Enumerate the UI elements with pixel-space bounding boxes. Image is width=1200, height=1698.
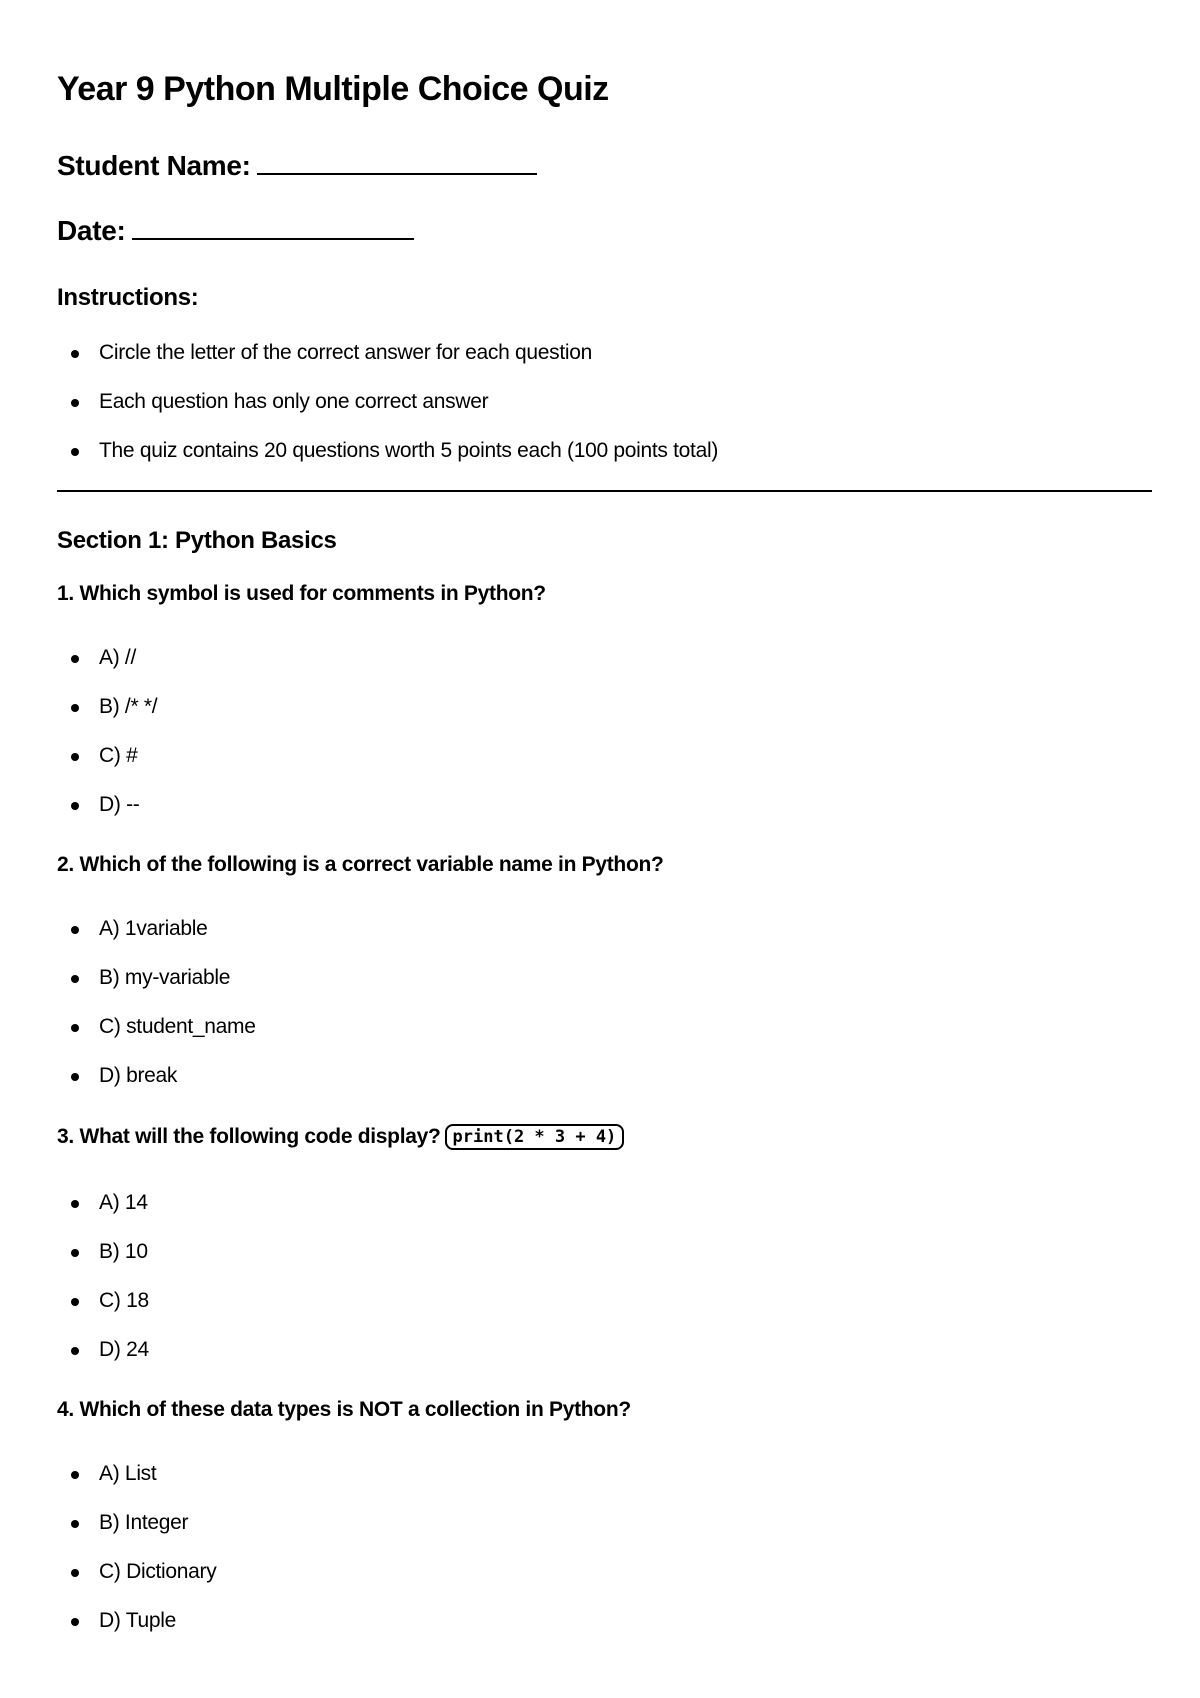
instruction-item: The quiz contains 20 questions worth 5 points each (100 points total) [57, 439, 718, 488]
bullet-icon [71, 1200, 79, 1208]
option-d[interactable]: D) -- [57, 793, 157, 842]
bullet-icon [71, 1618, 79, 1626]
bullet-icon [71, 399, 79, 407]
option-b[interactable]: B) my-variable [57, 966, 256, 1015]
option-a[interactable]: A) 1variable [57, 917, 256, 966]
question-1: 1. Which symbol is used for comments in Python? [57, 582, 546, 605]
bullet-icon [71, 350, 79, 358]
instruction-item: Circle the letter of the correct answer for each question [57, 341, 718, 390]
question-1-options [57, 646, 157, 842]
option-a[interactable]: A) 14 [57, 1191, 149, 1240]
divider [57, 490, 1152, 492]
question-2-options [57, 917, 256, 1113]
question-3 [57, 1124, 624, 1150]
student-name-label: Student Name: [57, 150, 251, 181]
bullet-icon [71, 1249, 79, 1257]
option-a[interactable]: A) List [57, 1462, 216, 1511]
date-label: Date: [57, 215, 126, 246]
option-c[interactable]: C) student_name [57, 1015, 256, 1064]
instructions-list [57, 341, 718, 488]
bullet-icon [71, 1569, 79, 1577]
bullet-icon [71, 1024, 79, 1032]
option-b[interactable]: B) Integer [57, 1511, 216, 1560]
question-2: 2. Which of the following is a correct variable name in Python? [57, 853, 664, 876]
bullet-icon [71, 655, 79, 663]
question-3-text: 3. What will the following code display? [57, 1125, 441, 1148]
bullet-icon [71, 1520, 79, 1528]
question-4: 4. Which of these data types is NOT a collection in Python? [57, 1398, 631, 1421]
student-name-field [57, 150, 537, 182]
bullet-icon [71, 1298, 79, 1306]
question-4-options [57, 1462, 216, 1658]
bullet-icon [71, 1073, 79, 1081]
option-b[interactable]: B) /* */ [57, 695, 157, 744]
option-c[interactable]: C) Dictionary [57, 1560, 216, 1609]
option-d[interactable]: D) 24 [57, 1338, 149, 1387]
instructions-heading: Instructions: [57, 284, 199, 311]
option-b[interactable]: B) 10 [57, 1240, 149, 1289]
student-name-blank[interactable] [257, 151, 537, 175]
page-title: Year 9 Python Multiple Choice Quiz [57, 70, 609, 108]
question-3-options [57, 1191, 149, 1387]
option-a[interactable]: A) // [57, 646, 157, 695]
option-d[interactable]: D) Tuple [57, 1609, 216, 1658]
bullet-icon [71, 704, 79, 712]
bullet-icon [71, 1471, 79, 1479]
bullet-icon [71, 1347, 79, 1355]
instruction-item: Each question has only one correct answer [57, 390, 718, 439]
option-c[interactable]: C) 18 [57, 1289, 149, 1338]
option-c[interactable]: C) # [57, 744, 157, 793]
bullet-icon [71, 753, 79, 761]
bullet-icon [71, 975, 79, 983]
bullet-icon [71, 926, 79, 934]
bullet-icon [71, 448, 79, 456]
option-d[interactable]: D) break [57, 1064, 256, 1113]
date-blank[interactable] [132, 216, 414, 240]
section-heading: Section 1: Python Basics [57, 527, 337, 554]
bullet-icon [71, 802, 79, 810]
date-field [57, 215, 414, 247]
code-snippet: print(2 * 3 + 4) [445, 1124, 625, 1150]
